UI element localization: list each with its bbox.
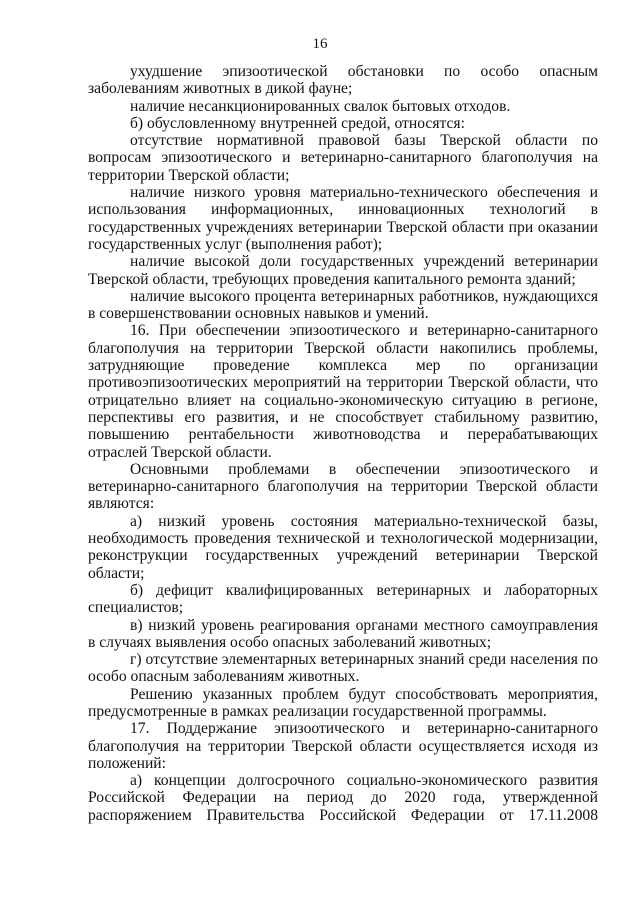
paragraph: отсутствие нормативной правовой базы Тверской области по вопросам эпизоотического и ветеринарно-санитарного благополучия на территории Тверской области; xyxy=(88,132,598,184)
paragraph: наличие низкого уровня материально-технического обеспечения и использования информационных, инновационных технологий в государственных учреждениях ветеринарии Тверской области при оказании государственных услуг (выполнения работ); xyxy=(88,184,598,253)
paragraph: Основными проблемами в обеспечении эпизоотического и ветеринарно-санитарного благополучия на территории Тверской области являются: xyxy=(88,460,598,513)
paragraph: наличие несанкционированных свалок бытовых отходов. xyxy=(130,97,511,115)
page-number: 16 xyxy=(312,36,328,52)
paragraph: а) концепции долгосрочного социально-экономического развития Российской Федерации на период до 2020 года, утвержденной распоряжением Правительства Российской Федерации от 17.11.2008 xyxy=(88,772,598,824)
paragraph: 17. Поддержание эпизоотического и ветеринарно-санитарного благополучия на территории Тверской области осуществляется исходя из положений: xyxy=(88,720,598,772)
paragraph: наличие высокой доли государственных учреждений ветеринарии Тверской области, требующих проведения капитального ремонта зданий; xyxy=(88,253,598,288)
paragraph: ухудшение эпизоотической обстановки по особо опасным заболеваниям животных в дикой фауне; xyxy=(88,63,598,98)
document-body xyxy=(88,63,598,824)
paragraph: 16. При обеспечении эпизоотического и ветеринарно-санитарного благополучия на территории Тверской области накопились проблемы, затрудняющие проведение комплекса мер по организации противоэпизоотических мероприятий на территории Тверской области, что отрицательно влияет на социально-экономическую ситуацию в регионе, перспективы его развития, и не способствует стабильному развитию, повышению рентабельности животноводства и перерабатывающих отраслей Тверской области. xyxy=(88,322,598,461)
paragraph: б) обусловленному внутренней средой, относятся: xyxy=(130,114,465,132)
paragraph: наличие высокого процента ветеринарных работников, нуждающихся в совершенствовании основных навыков и умений. xyxy=(88,287,598,323)
paragraph: г) отсутствие элементарных ветеринарных знаний среди населения по особо опасным заболеваниям животных. xyxy=(88,651,598,686)
paragraph: Решению указанных проблем будут способствовать мероприятия, предусмотренные в рамках реализации государственной программы. xyxy=(88,685,598,720)
paragraph: б) дефицит квалифицированных ветеринарных и лабораторных специалистов; xyxy=(88,581,598,617)
paragraph: а) низкий уровень состояния материально-технической базы, необходимость проведения технической и технологической модернизации, реконструкции государственных учреждений ветеринарии Тверской области; xyxy=(88,512,598,582)
paragraph: в) низкий уровень реагирования органами местного самоуправления в случаях выявления особо опасных заболеваний животных; xyxy=(88,616,598,651)
